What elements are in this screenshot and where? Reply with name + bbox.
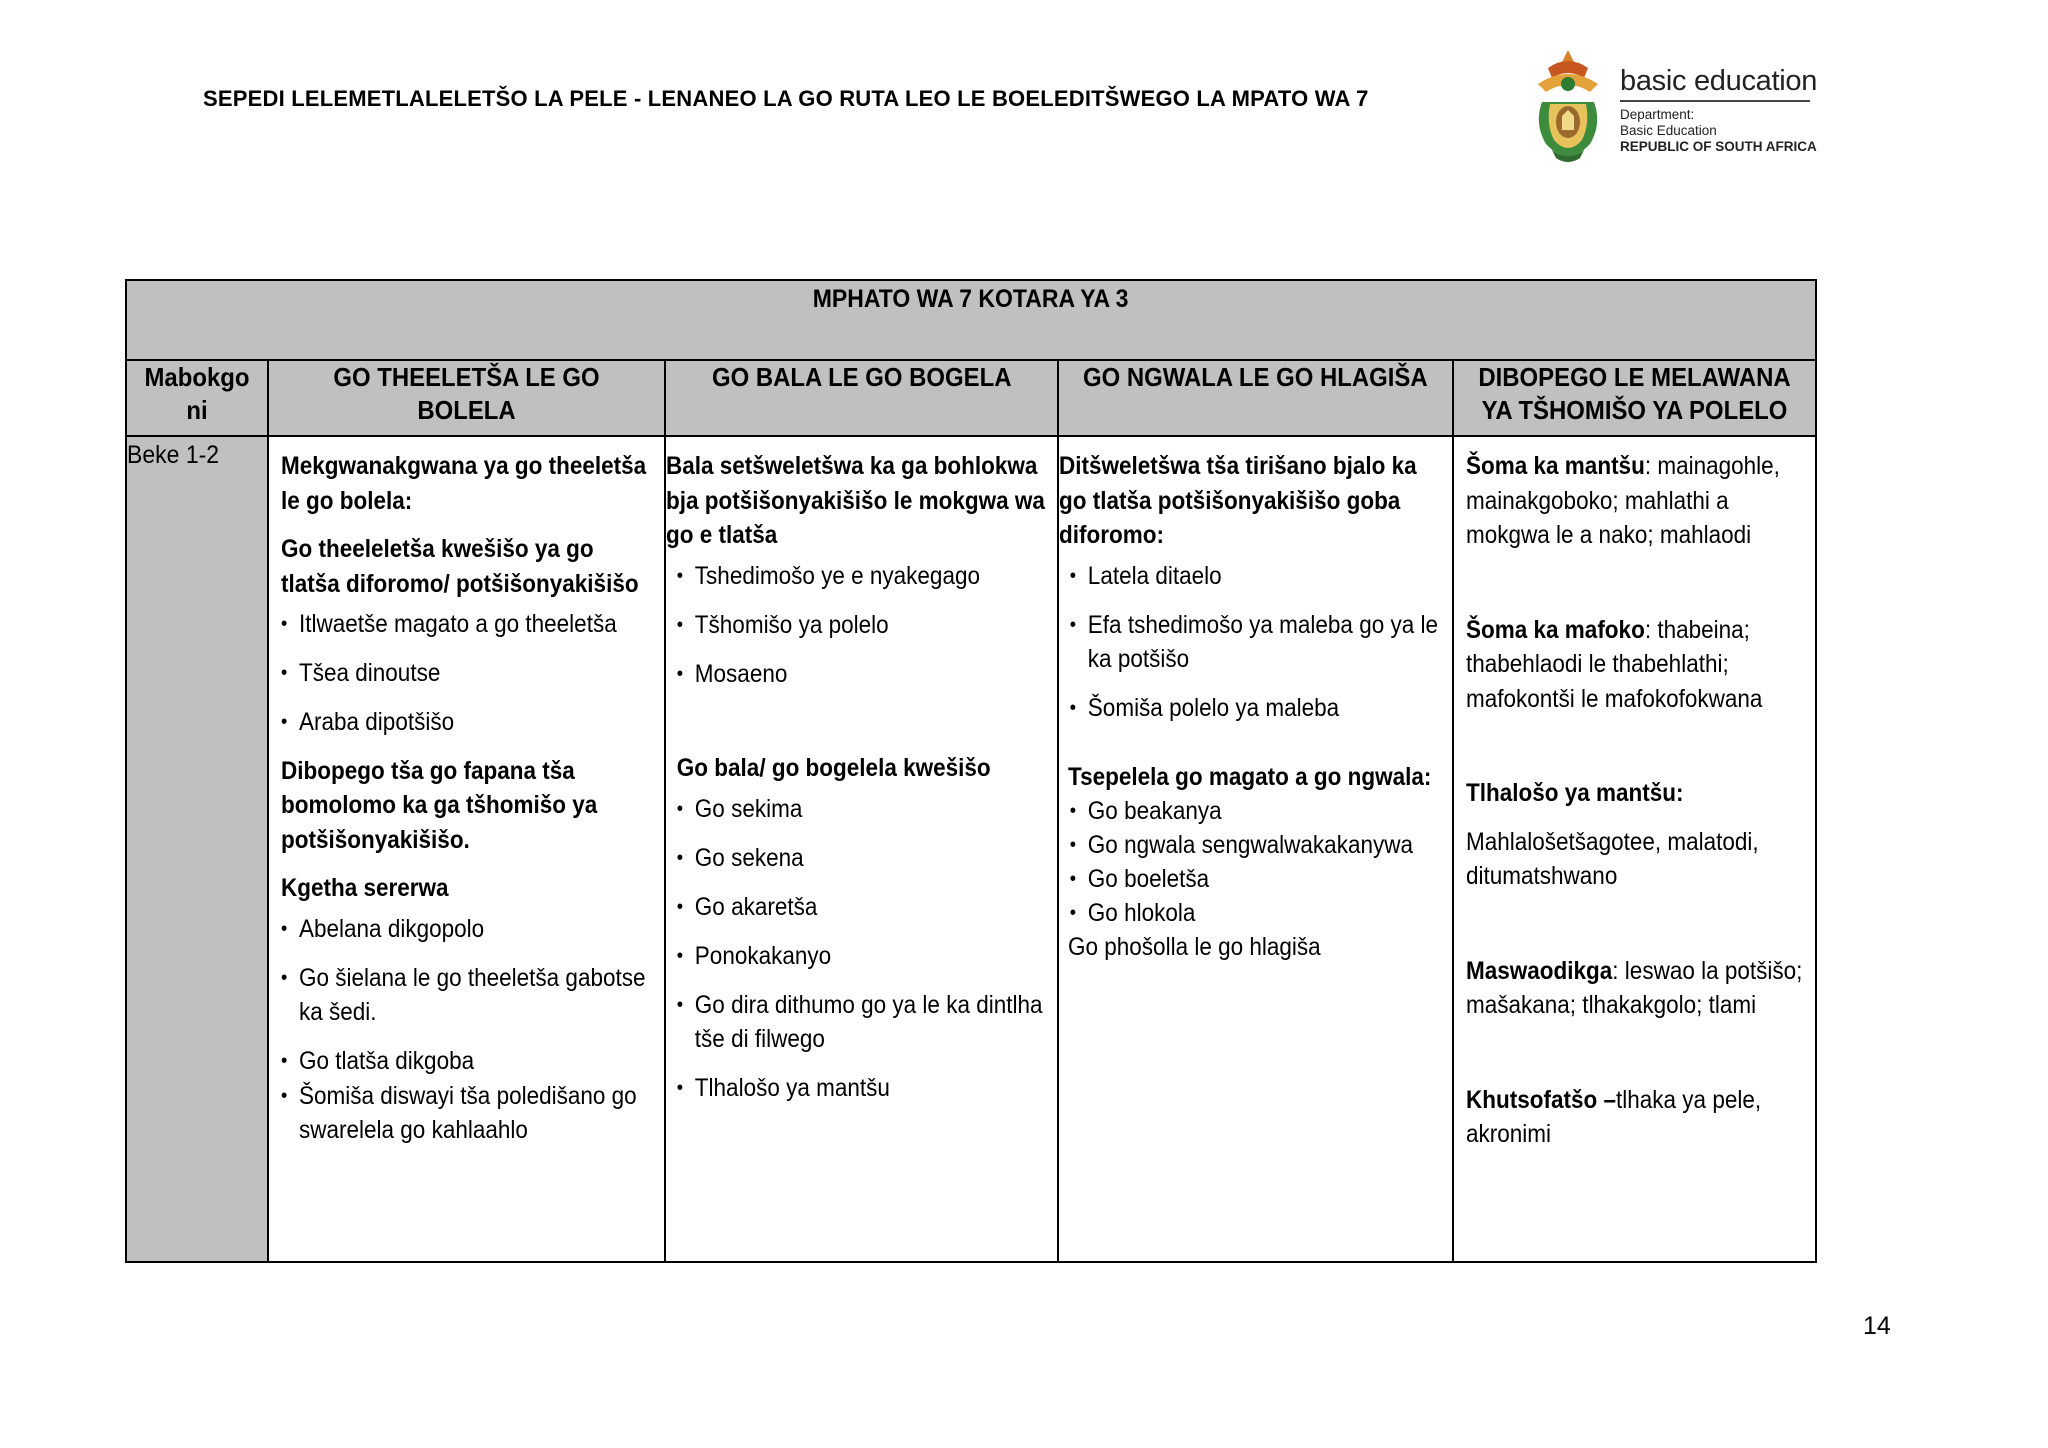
column-header-listening: GO THEELETŠA LE GO BOLELA (268, 360, 665, 436)
column-header-weeks: Mabokgo ni (126, 360, 268, 436)
list-item: • Tlhalošo ya mantšu (677, 1071, 1049, 1106)
document-title: SEPEDI LELEMETLALELETŠO LA PELE - LENANEO LA GO RUTA LEO LE BOELEDITŠWEGO LA MPATO WA 7 (203, 86, 1369, 111)
list-item: • Itlwaetše magato a go theeletša (281, 607, 656, 642)
column-header-writing: GO NGWALA LE GO HLAGIŠA (1058, 360, 1453, 436)
listening-cell (268, 436, 665, 1262)
reading-cell (665, 436, 1058, 1262)
list-item: • Mosaeno (677, 657, 1049, 692)
writing-heading-process: Tsepelela go magato a go ngwala: (1068, 762, 1432, 791)
column-header-reading: GO BALA LE GO BOGELA (665, 360, 1058, 436)
listening-heading-topic: Kgetha sererwa (281, 874, 449, 902)
writing-cell (1058, 436, 1453, 1262)
list-item: • Go sekima (677, 792, 1049, 827)
listening-heading-oral-forms: Dibopego tša go fapana tša bomolomo ka ga tšhomišo ya potšišonyakišišo. (281, 756, 598, 854)
logo-line-basic-education: Basic Education (1620, 123, 1717, 138)
list-item: • Tshedimošo ye e nyakegago (677, 559, 1049, 594)
list-item: • Latela ditaelo (1070, 559, 1444, 594)
list-item: • Go sekena (677, 841, 1049, 876)
logo-line-department: Department: (1620, 107, 1695, 122)
department-logo (1528, 44, 1818, 168)
list-item: • Efa tshedimošo ya maleba go ya le ka potšišo (1070, 608, 1444, 677)
list-item: • Go boeletša (1070, 862, 1444, 896)
list-item: • Go dira dithumo go ya le ka dintlha tše di filwego (677, 988, 1049, 1057)
list-item: • Abelana dikgopolo (281, 912, 656, 947)
page-number: 14 (1863, 1312, 1891, 1340)
list-item: • Go hlokola (1070, 896, 1444, 930)
listening-heading-skills: Mekgwanakgwana ya go theeletša le go bolela: (281, 452, 647, 515)
weeks-cell: Beke 1-2 (126, 436, 268, 1262)
list-item: • Tšea dinoutse (281, 656, 656, 691)
language-paragraph-words: Šoma ka mantšu: mainagohle, mainakgoboko; mahlathi a mokgwa le a nako; mahlaodi (1466, 452, 1780, 549)
list-item: • Araba dipotšišo (281, 705, 656, 740)
list-item: • Go beakanya (1070, 794, 1444, 828)
column-header-language: DIBOPEGO LE MELAWANA YA TŠHOMIŠO YA POLELO (1453, 360, 1816, 436)
list-item: • Šomiša diswayi tša poledišano go swarelela go kahlaahlo (281, 1079, 656, 1148)
logo-line-republic: REPUBLIC OF SOUTH AFRICA (1620, 139, 1817, 154)
listening-heading-comprehension: Go theeleletša kwešišo ya go tlatša diforomo/ potšišonyakišišo (281, 535, 639, 598)
list-item: • Šomiša polelo ya maleba (1070, 691, 1444, 726)
work-schedule-table (125, 279, 1817, 1263)
table-banner: MPHATO WA 7 KOTARA YA 3 (126, 280, 1816, 360)
list-item: • Go šielana le go theeletša gabotse ka šedi. (281, 961, 656, 1030)
list-item: • Tšhomišo ya polelo (677, 608, 1049, 643)
writing-heading-texts: Ditšweletšwa tša tirišano bjalo ka go tlatša potšišonyakišišo goba diforomo: (1059, 452, 1417, 549)
logo-name: basic education (1620, 65, 1818, 97)
list-item: • Go tlatša dikgoba (281, 1044, 656, 1079)
writing-closing-note: Go phošolla le go hlagiša (1068, 933, 1321, 961)
language-paragraph-abbreviation: Khutsofatšo –tlhaka ya pele, akronimi (1466, 1085, 1762, 1148)
language-paragraph-punctuation: Maswaodikga: leswao la potšišo; mašakana; tlhakakgolo; tlami (1466, 956, 1803, 1019)
language-heading-vocabulary: Tlhalošo ya mantšu: (1466, 779, 1684, 807)
list-item: • Go akaretša (677, 890, 1049, 925)
reading-heading-text: Bala setšweletšwa ka ga bohlokwa bja potšišonyakišišo le mokgwa wa go e tlatša (666, 452, 1045, 549)
coat-of-arms-icon (1528, 44, 1608, 168)
list-item: • Ponokakanyo (677, 939, 1049, 974)
language-paragraph-sentences: Šoma ka mafoko: thabeina; thabehlaodi le thabehlathi; mafokontši le mafokofokwana (1466, 615, 1763, 713)
list-item: • Go ngwala sengwalwakakanywa (1070, 828, 1444, 862)
logo-divider (1620, 100, 1810, 102)
language-vocabulary-text: Mahlalošetšagotee, malatodi, ditumatshwano (1466, 827, 1759, 890)
language-cell (1453, 436, 1816, 1262)
reading-heading-comprehension: Go bala/ go bogelela kwešišo (676, 754, 991, 782)
